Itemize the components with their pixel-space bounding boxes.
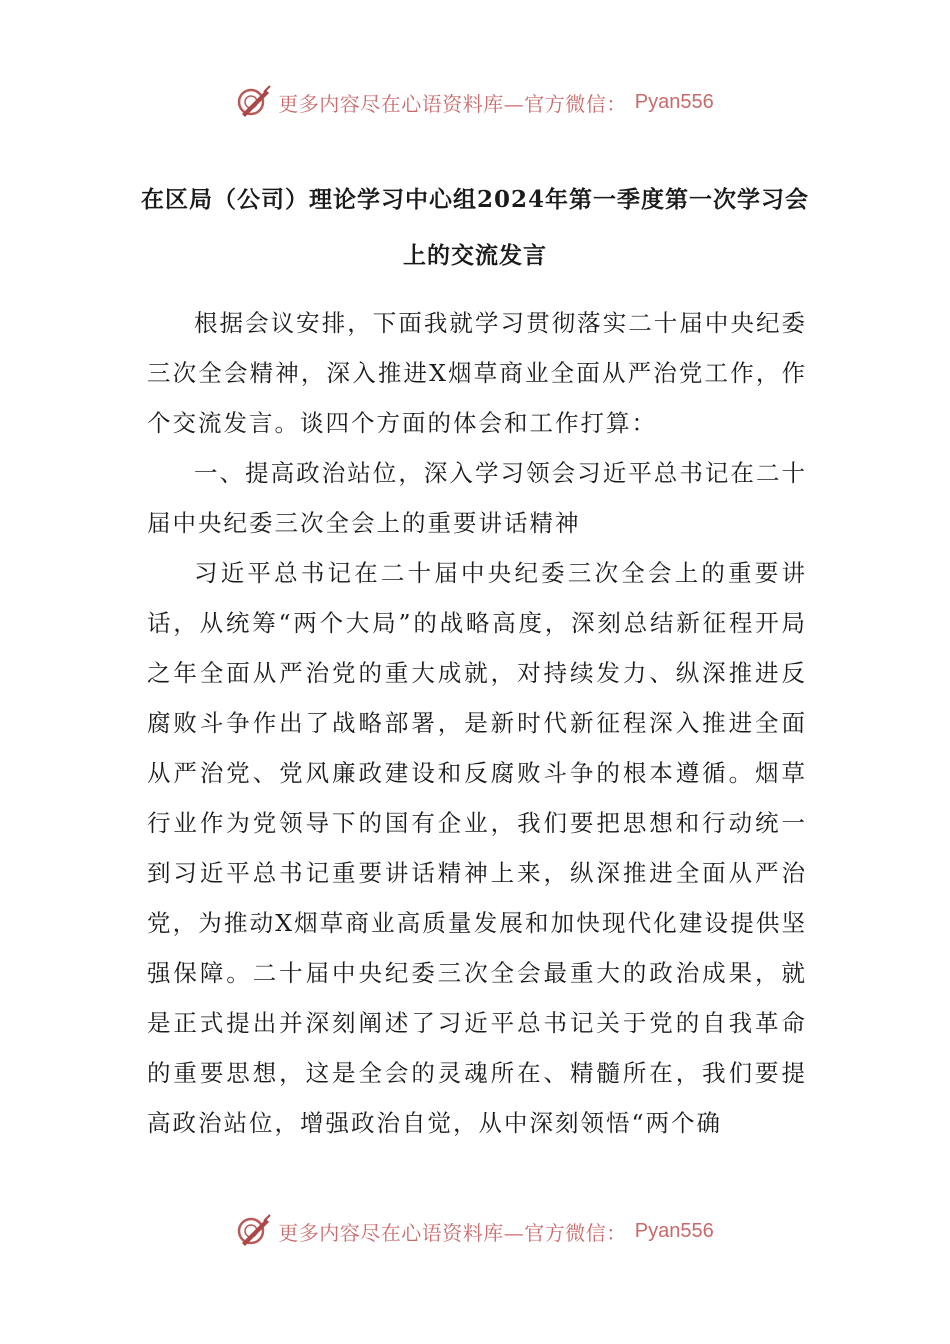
section-heading: 一、提高政治站位，深入学习领会习近平总书记在二十届中央纪委三次全会上的重要讲话精神 [147,459,807,537]
header-watermark [0,82,950,122]
footer-watermark [0,1211,950,1251]
document-body [147,298,807,1148]
watermark-text: 更多内容尽在心语资料库—官方微信： [278,1220,627,1245]
watermark-text: 更多内容尽在心语资料库—官方微信： [278,91,627,116]
watermark-wechat-id: Pyan556 [634,1219,714,1242]
document-title: 在区局（公司）理论学习中心组2024年第一季度第一次学习会上的交流发言 [140,186,809,269]
pen-logo-icon [236,84,272,120]
paragraph: 根据会议安排，下面我就学习贯彻落实二十届中央纪委三次全会精神，深入推进X烟草商业全面从严治党工作，作个交流发言。谈四个方面的体会和工作打算： [147,309,807,437]
paragraph: 习近平总书记在二十届中央纪委三次全会上的重要讲话，从统筹“两个大局”的战略高度，深刻总结新征程开局之年全面从严治党的重大成就，对持续发力、纵深推进反腐败斗争作出了战略部署，是新时代新征程深入推进全面从严治党、党风廉政建设和反腐败斗争的根本遵循。烟草行业作为党领导下的国有企业，我们要把思想和行动统一到习近平总书记重要讲话精神上来，纵深推进全面从严治党，为推动X烟草商业高质量发展和加快现代化建设提供坚强保障。二十届中央纪委三次全会最重大的政治成果，就是正式提出并深刻阐述了习近平总书记关于党的自我革命的重要思想，这是全会的灵魂所在、精髓所在，我们要提高政治站位，增强政治自觉，从中深刻领悟“两个确 [147,559,807,1137]
watermark-wechat-id: Pyan556 [634,90,714,113]
pen-logo-icon [236,1213,272,1249]
